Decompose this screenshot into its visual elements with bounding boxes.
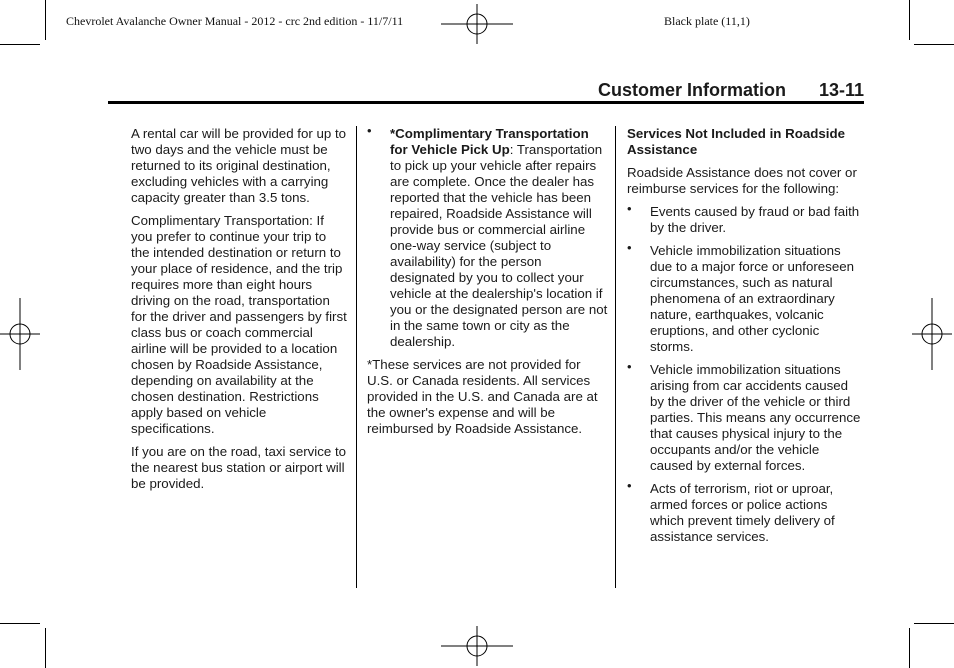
residents-note: *These services are not provided for U.S. or Canada residents. All services provided in the U.S. and Canada are at the owner's expense and will be reimbursed by Roadside Assistance. <box>367 357 598 436</box>
rental-car-paragraph: A rental car will be provided for up to two days and the vehicle must be returned to its original destination, excluding vehicles with a carrying capacity greater than 3.5 tons. <box>131 126 347 205</box>
crop-mark-bl-h <box>0 623 40 624</box>
list-item-text: Events caused by fraud or bad faith by the driver. <box>650 204 860 235</box>
list-item-text: Vehicle immobilization situations arising from car accidents caused by the driver of the vehicle or third parties. This means any occurrence that causes physical injury to the occupants and/or the vehicle caused by external forces. <box>650 362 861 473</box>
list-item <box>627 201 865 236</box>
registration-mark-bottom-icon <box>441 626 513 666</box>
bullet-icon: • <box>367 123 372 138</box>
complimentary-transportation-paragraph: Complimentary Transportation: If you prefer to continue your trip to the intended destination or return to your place of residence, and the trip requires more than eight hours driving on the road, transportation for the driver and passengers by first class bus or coach commercial airline will be provided to a location chosen by Roadside Assistance, depending on availability at the chosen destination. Restrictions apply based on vehicle specifications. <box>131 213 347 436</box>
column-3 <box>627 126 865 552</box>
column-divider-1 <box>356 126 357 588</box>
section-heading: Services Not Included in Roadside Assistance <box>627 126 845 157</box>
list-item <box>627 478 865 545</box>
intro-paragraph: Roadside Assistance does not cover or reimburse services for the following: <box>627 165 857 196</box>
list-item-text: Vehicle immobilization situations due to a major force or unforeseen circumstances, such as natural phenomena of an extraordinary nature, earthquakes, volcanic eruptions, and other cyclonic storms. <box>650 243 855 354</box>
registration-mark-left-icon <box>0 298 40 370</box>
list-item <box>367 123 609 350</box>
list-item-title: *Complimentary Transportation for Vehicle Pick Up <box>390 126 589 157</box>
column-2 <box>367 123 609 444</box>
taxi-service-paragraph: If you are on the road, taxi service to the nearest bus station or airport will be provided. <box>131 444 347 491</box>
slug-right: Black plate (11,1) <box>664 14 750 28</box>
registration-mark-right-icon <box>912 298 952 370</box>
crop-mark-bl-v <box>45 628 46 668</box>
header-rule <box>108 101 864 104</box>
page-number: 13-11 <box>818 80 864 100</box>
crop-mark-tl-v <box>45 0 46 40</box>
bullet-icon: • <box>627 240 632 255</box>
running-header <box>108 80 864 102</box>
registration-mark-top-icon <box>441 4 513 44</box>
bullet-icon: • <box>627 201 632 216</box>
crop-mark-br-v <box>909 628 910 668</box>
column-divider-2 <box>615 126 616 588</box>
crop-mark-tr-h <box>914 44 954 45</box>
section-title: Customer Information <box>597 80 786 100</box>
list-item <box>627 359 865 474</box>
slug-left: Chevrolet Avalanche Owner Manual - 2012 - crc 2nd edition - 11/7/11 <box>66 14 404 28</box>
bullet-icon: • <box>627 478 632 493</box>
crop-mark-br-h <box>914 623 954 624</box>
column-1 <box>131 126 347 499</box>
list-item-text: Acts of terrorism, riot or uproar, armed forces or police actions which prevent timely delivery of assistance services. <box>650 481 835 544</box>
list-item <box>627 240 865 355</box>
crop-mark-tl-h <box>0 44 40 45</box>
crop-mark-tr-v <box>909 0 910 40</box>
list-item-text: : Transportation to pick up your vehicle after repairs are complete. Once the dealer has reported that the vehicle has been repaired, Roadside Assistance will provide bus or commercial airline one-way service (subject to availability) for the person designated by you to collect your vehicle at the dealership's location if you or the designated person are not in the same town or city as the dealership. <box>390 142 608 349</box>
bullet-icon: • <box>627 359 632 374</box>
